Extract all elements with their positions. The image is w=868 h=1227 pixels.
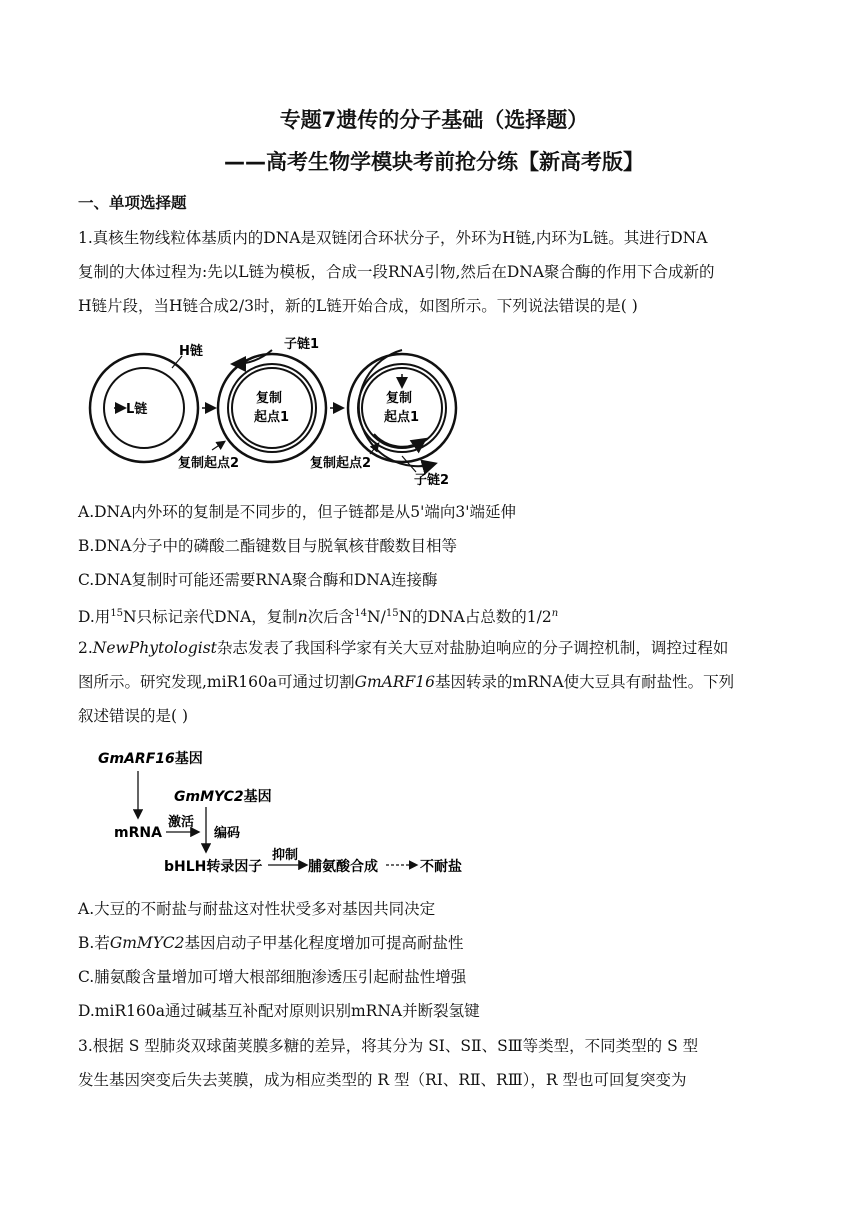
q3-stem-line-1: 3.根据 S 型肺炎双球菌荚膜多糖的差异，将其分为 SⅠ、SⅡ、SⅢ等类型，不同类型的 S 型 [78, 1037, 699, 1055]
q2-stem-line-2: 图所示。研究发现,miR160a可通过切割GmARF16基因转录的mRNA使大豆具有耐盐性。下列 [78, 673, 735, 691]
daughter2-label: 子链2 [414, 473, 450, 488]
origin1-label-line2-b: 起点1 [384, 410, 420, 425]
q1-option-d: D.用$^{15}$N只标记亲代DNA，复制n次后含$^{14}$N/$^{15}$N的DNA占总数的1/2$^n$ [78, 608, 559, 627]
document-title: 专题7遗传的分子基础（选择题） [279, 108, 589, 132]
origin1-label-line2: 起点1 [254, 410, 290, 425]
q2-stem-line-1: 2.NewPhytologist杂志发表了我国科学家有关大豆对盐胁迫响应的分子调控机制，调控过程如 [78, 639, 729, 657]
section-heading: 一、单项选择题 [78, 194, 187, 212]
origin2-label-a: 复制起点2 [178, 456, 240, 471]
gmarf16-gene-label: GmARF16基因 [98, 751, 203, 767]
bhlh-tf-label: bHLH转录因子 [164, 859, 263, 875]
encode-label: 编码 [214, 826, 241, 841]
daughter1-label: 子链1 [284, 337, 320, 352]
origin2-label-b: 复制起点2 [310, 456, 372, 471]
document-subtitle: ——高考生物学模块考前抢分练【新高考版】 [224, 150, 644, 174]
q2-regulation-diagram [94, 745, 514, 885]
q1-option-b: B.DNA分子中的磷酸二酯键数目与脱氧核苷酸数目相等 [78, 537, 458, 555]
q2-option-b: B.若GmMYC2基因启动子甲基化程度增加可提高耐盐性 [78, 934, 464, 952]
q2-option-a: A.大豆的不耐盐与耐盐这对性状受多对基因共同决定 [78, 900, 436, 918]
activate-label: 激活 [168, 815, 195, 830]
mrna-label: mRNA [114, 825, 162, 841]
l-chain-label: L链 [126, 402, 148, 417]
proline-synthesis-label: 脯氨酸合成 [308, 859, 378, 875]
gmmyc2-gene-label: GmMYC2基因 [174, 789, 272, 805]
q3-stem-line-2: 发生基因突变后失去荚膜，成为相应类型的 R 型（RⅠ、RⅡ、RⅢ），R 型也可回复突变为 [78, 1071, 687, 1089]
origin1-label-line1: 复制 [256, 391, 283, 406]
q1-stem-line-1: 1.真核生物线粒体基质内的DNA是双链闭合环状分子，外环为H链,内环为L链。其进行DNA [78, 229, 708, 247]
q2-option-d: D.miR160a通过碱基互补配对原则识别mRNA并断裂氢键 [78, 1002, 480, 1020]
origin1-label-line1-b: 复制 [386, 391, 413, 406]
q2-stem-line-3: 叙述错误的是( ) [78, 707, 189, 725]
q1-stem-line-2: 复制的大体过程为:先以L链为模板，合成一段RNA引物,然后在DNA聚合酶的作用下合成新的 [78, 263, 715, 281]
q1-option-a: A.DNA内外环的复制是不同步的，但子链都是从5'端向3'端延伸 [78, 503, 517, 521]
not-salt-tolerant-label: 不耐盐 [420, 859, 462, 875]
h-chain-label: H链 [179, 344, 203, 359]
q1-replication-diagram [84, 330, 484, 490]
q1-stem-line-3: H链片段，当H链合成2/3时，新的L链开始合成，如图所示。下列说法错误的是( ) [78, 297, 638, 315]
q2-option-c: C.脯氨酸含量增加可增大根部细胞渗透压引起耐盐性增强 [78, 968, 467, 986]
inhibit-label: 抑制 [272, 848, 299, 863]
q1-option-c: C.DNA复制时可能还需要RNA聚合酶和DNA连接酶 [78, 571, 438, 589]
